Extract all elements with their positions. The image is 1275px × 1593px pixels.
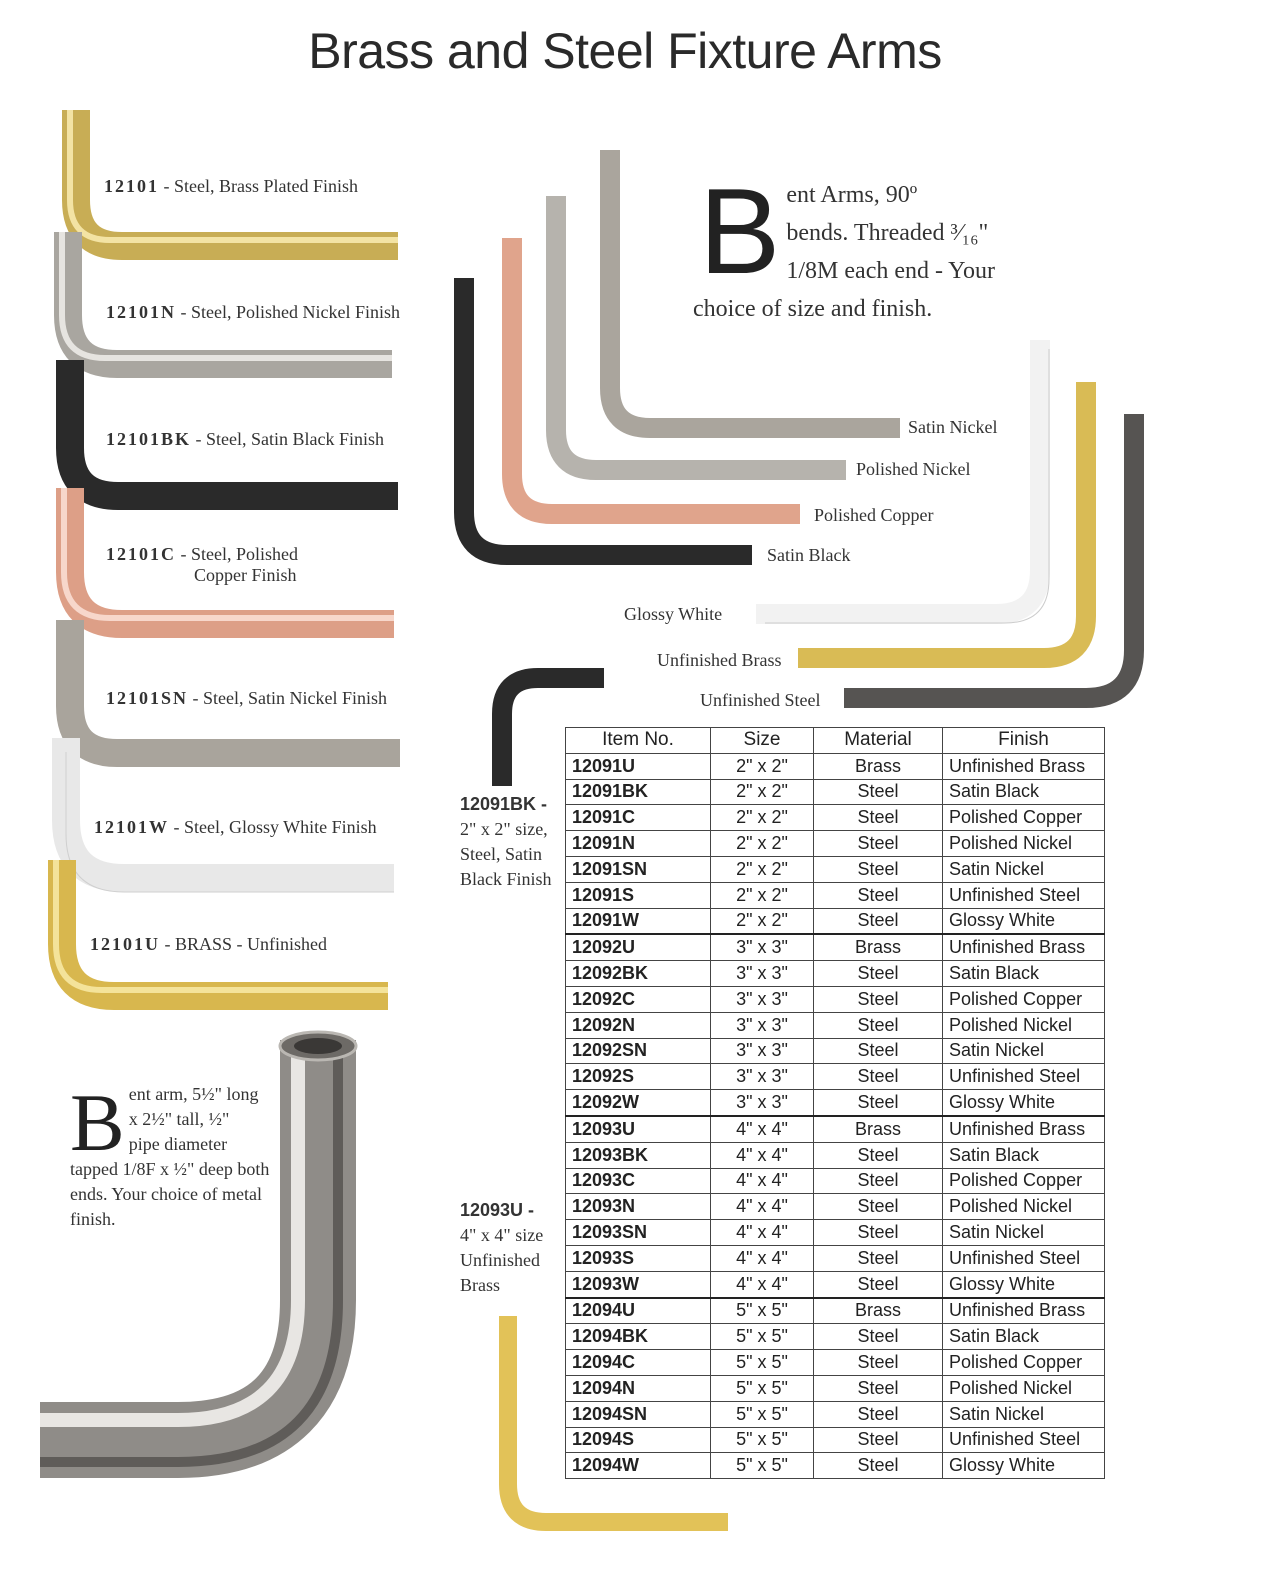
cell-finish: Polished Copper [943, 986, 1105, 1012]
cell-item-no: 12092N [566, 1012, 711, 1038]
cell-item-no: 12092BK [566, 961, 711, 987]
cell-item-no: 12092C [566, 986, 711, 1012]
table-row [566, 908, 1105, 934]
table-row [566, 1453, 1105, 1479]
cell-material: Steel [814, 1375, 943, 1401]
cell-material: Steel [814, 1220, 943, 1246]
label-12101N: 12101N - Steel, Polished Nickel Finish [106, 302, 400, 322]
table-row [566, 1012, 1105, 1038]
cell-material: Steel [814, 1168, 943, 1194]
label-12101C: 12101C - Steel, Polished Copper Finish [106, 544, 298, 585]
cell-finish: Unfinished Brass [943, 1298, 1105, 1324]
cell-item-no: 12094U [566, 1298, 711, 1324]
cell-material: Steel [814, 831, 943, 857]
table-row [566, 779, 1105, 805]
cell-material: Steel [814, 1401, 943, 1427]
cell-size: 4" x 4" [711, 1194, 814, 1220]
cell-size: 2" x 2" [711, 805, 814, 831]
table-row [566, 882, 1105, 908]
table-row [566, 856, 1105, 882]
table-row [566, 1142, 1105, 1168]
finish-label-unfinished-brass: Unfinished Brass [657, 650, 782, 670]
cell-item-no: 12093W [566, 1271, 711, 1297]
cell-size: 3" x 3" [711, 1090, 814, 1116]
cell-size: 5" x 5" [711, 1324, 814, 1350]
item-table [565, 727, 1105, 1479]
cell-finish: Unfinished Steel [943, 1245, 1105, 1271]
cell-item-no: 12092U [566, 934, 711, 960]
cell-item-no: 12093U [566, 1116, 711, 1142]
cell-item-no: 12092S [566, 1064, 711, 1090]
cell-material: Steel [814, 856, 943, 882]
table-row [566, 1271, 1105, 1297]
cell-item-no: 12091BK [566, 779, 711, 805]
cell-item-no: 12093C [566, 1168, 711, 1194]
table-row [566, 986, 1105, 1012]
finish-label-satin-black: Satin Black [767, 545, 851, 565]
cell-size: 3" x 3" [711, 1064, 814, 1090]
page-title: Brass and Steel Fixture Arms [308, 23, 942, 79]
cell-size: 5" x 5" [711, 1427, 814, 1453]
cell-size: 5" x 5" [711, 1453, 814, 1479]
finish-label-polished-copper: Polished Copper [814, 505, 934, 525]
cell-material: Brass [814, 1298, 943, 1324]
cell-finish: Unfinished Steel [943, 882, 1105, 908]
cell-finish: Satin Black [943, 779, 1105, 805]
cell-finish: Glossy White [943, 1090, 1105, 1116]
label-12101W: 12101W - Steel, Glossy White Finish [94, 817, 377, 837]
table-row [566, 1168, 1105, 1194]
cell-material: Steel [814, 1350, 943, 1376]
cell-finish: Satin Black [943, 1142, 1105, 1168]
cell-item-no: 12092SN [566, 1038, 711, 1064]
cell-material: Steel [814, 1038, 943, 1064]
intro-dropcap: B [699, 163, 781, 299]
cell-material: Brass [814, 1116, 943, 1142]
cell-item-no: 12094C [566, 1350, 711, 1376]
cell-finish: Glossy White [943, 1453, 1105, 1479]
table-header-row [566, 728, 1105, 754]
cell-item-no: 12092W [566, 1090, 711, 1116]
table-row [566, 1194, 1105, 1220]
cell-item-no: 12094BK [566, 1324, 711, 1350]
table-row [566, 1350, 1105, 1376]
cell-size: 3" x 3" [711, 986, 814, 1012]
cell-material: Steel [814, 1453, 943, 1479]
cell-finish: Polished Nickel [943, 1012, 1105, 1038]
cell-item-no: 12094N [566, 1375, 711, 1401]
intro-text: B ent Arms, 90º bends. Threaded ³⁄₁₆" 1/8M each end - Your choice of size and finish. [693, 163, 996, 322]
caption-12093U: 12093U - 4" x 4" size Unfinished Brass [460, 1200, 544, 1295]
cell-material: Steel [814, 1012, 943, 1038]
cell-item-no: 12094SN [566, 1401, 711, 1427]
label-12101U: 12101U - BRASS - Unfinished [90, 934, 328, 954]
cell-finish: Satin Nickel [943, 1038, 1105, 1064]
cell-finish: Satin Black [943, 1324, 1105, 1350]
cell-item-no: 12091W [566, 908, 711, 934]
table-row [566, 1324, 1105, 1350]
cell-size: 2" x 2" [711, 882, 814, 908]
cell-size: 2" x 2" [711, 753, 814, 779]
cell-item-no: 12093BK [566, 1142, 711, 1168]
cell-finish: Unfinished Steel [943, 1427, 1105, 1453]
cell-finish: Unfinished Steel [943, 1064, 1105, 1090]
table-row [566, 1298, 1105, 1324]
cell-size: 4" x 4" [711, 1116, 814, 1142]
cell-size: 3" x 3" [711, 1038, 814, 1064]
table-row [566, 1064, 1105, 1090]
table-row [566, 1038, 1105, 1064]
cell-finish: Unfinished Brass [943, 934, 1105, 960]
cell-finish: Unfinished Brass [943, 753, 1105, 779]
table-row [566, 753, 1105, 779]
table-row [566, 805, 1105, 831]
cell-size: 2" x 2" [711, 779, 814, 805]
cell-finish: Polished Copper [943, 805, 1105, 831]
cell-finish: Polished Nickel [943, 1194, 1105, 1220]
cell-item-no: 12093N [566, 1194, 711, 1220]
cell-size: 4" x 4" [711, 1271, 814, 1297]
cell-material: Steel [814, 1194, 943, 1220]
cell-item-no: 12091N [566, 831, 711, 857]
finish-label-satin-nickel: Satin Nickel [908, 417, 998, 437]
cell-size: 5" x 5" [711, 1350, 814, 1376]
cell-size: 3" x 3" [711, 1012, 814, 1038]
cell-material: Brass [814, 934, 943, 960]
table-row [566, 1116, 1105, 1142]
finish-label-glossy-white: Glossy White [624, 604, 723, 624]
cell-size: 4" x 4" [711, 1168, 814, 1194]
cell-size: 5" x 5" [711, 1401, 814, 1427]
cell-finish: Polished Nickel [943, 1375, 1105, 1401]
table-row [566, 1401, 1105, 1427]
cell-material: Steel [814, 1271, 943, 1297]
label-12101: 12101 - Steel, Brass Plated Finish [104, 176, 358, 196]
pipe-12101SN [70, 620, 400, 753]
cell-item-no: 12093SN [566, 1220, 711, 1246]
cell-size: 4" x 4" [711, 1245, 814, 1271]
table-row [566, 1375, 1105, 1401]
table-body [566, 753, 1105, 1478]
cell-size: 5" x 5" [711, 1298, 814, 1324]
cell-item-no: 12091U [566, 753, 711, 779]
cell-finish: Glossy White [943, 1271, 1105, 1297]
cell-material: Steel [814, 961, 943, 987]
cell-size: 2" x 2" [711, 908, 814, 934]
cell-material: Steel [814, 986, 943, 1012]
cell-finish: Polished Copper [943, 1350, 1105, 1376]
table-row [566, 934, 1105, 960]
cell-size: 3" x 3" [711, 934, 814, 960]
cell-size: 2" x 2" [711, 831, 814, 857]
label-12101BK: 12101BK - Steel, Satin Black Finish [106, 429, 385, 449]
cell-size: 2" x 2" [711, 856, 814, 882]
label-12101SN: 12101SN - Steel, Satin Nickel Finish [106, 688, 388, 708]
table-row [566, 831, 1105, 857]
table-row [566, 1245, 1105, 1271]
cell-finish: Glossy White [943, 908, 1105, 934]
cell-material: Steel [814, 1324, 943, 1350]
table-row [566, 961, 1105, 987]
cell-material: Steel [814, 1090, 943, 1116]
cell-material: Steel [814, 779, 943, 805]
cell-item-no: 12094S [566, 1427, 711, 1453]
table-row [566, 1090, 1105, 1116]
cell-size: 3" x 3" [711, 961, 814, 987]
table-row [566, 1220, 1105, 1246]
pipe-12101BK [70, 360, 398, 496]
cell-item-no: 12094W [566, 1453, 711, 1479]
cell-finish: Satin Nickel [943, 1220, 1105, 1246]
header-material: Material [814, 728, 943, 754]
cell-size: 4" x 4" [711, 1220, 814, 1246]
cell-size: 5" x 5" [711, 1375, 814, 1401]
bent-arm-description: B ent arm, 5½" long x 2½" tall, ½" pipe diameter tapped 1/8F x ½" deep both ends. Your choice of metal finish. [70, 1077, 270, 1229]
finish-label-polished-nickel: Polished Nickel [856, 459, 971, 479]
cell-material: Steel [814, 882, 943, 908]
cell-material: Steel [814, 1064, 943, 1090]
finish-label-unfinished-steel: Unfinished Steel [700, 690, 821, 710]
cell-finish: Polished Nickel [943, 831, 1105, 857]
caption-12091BK: 12091BK - 2" x 2" size, Steel, Satin Black Finish [460, 794, 552, 889]
cell-finish: Polished Copper [943, 1168, 1105, 1194]
cell-item-no: 12091SN [566, 856, 711, 882]
table-row [566, 1427, 1105, 1453]
cell-size: 4" x 4" [711, 1142, 814, 1168]
cell-finish: Satin Nickel [943, 856, 1105, 882]
cell-material: Steel [814, 805, 943, 831]
cell-material: Steel [814, 1427, 943, 1453]
cell-material: Steel [814, 1245, 943, 1271]
header-finish: Finish [943, 728, 1105, 754]
cell-finish: Satin Nickel [943, 1401, 1105, 1427]
bent-arm-dropcap: B [70, 1077, 125, 1168]
cell-finish: Unfinished Brass [943, 1116, 1105, 1142]
header-item-no: Item No. [566, 728, 711, 754]
cell-item-no: 12091S [566, 882, 711, 908]
cell-material: Steel [814, 908, 943, 934]
cell-material: Brass [814, 753, 943, 779]
cell-item-no: 12093S [566, 1245, 711, 1271]
cell-finish: Satin Black [943, 961, 1105, 987]
cell-material: Steel [814, 1142, 943, 1168]
cell-item-no: 12091C [566, 805, 711, 831]
header-size: Size [711, 728, 814, 754]
